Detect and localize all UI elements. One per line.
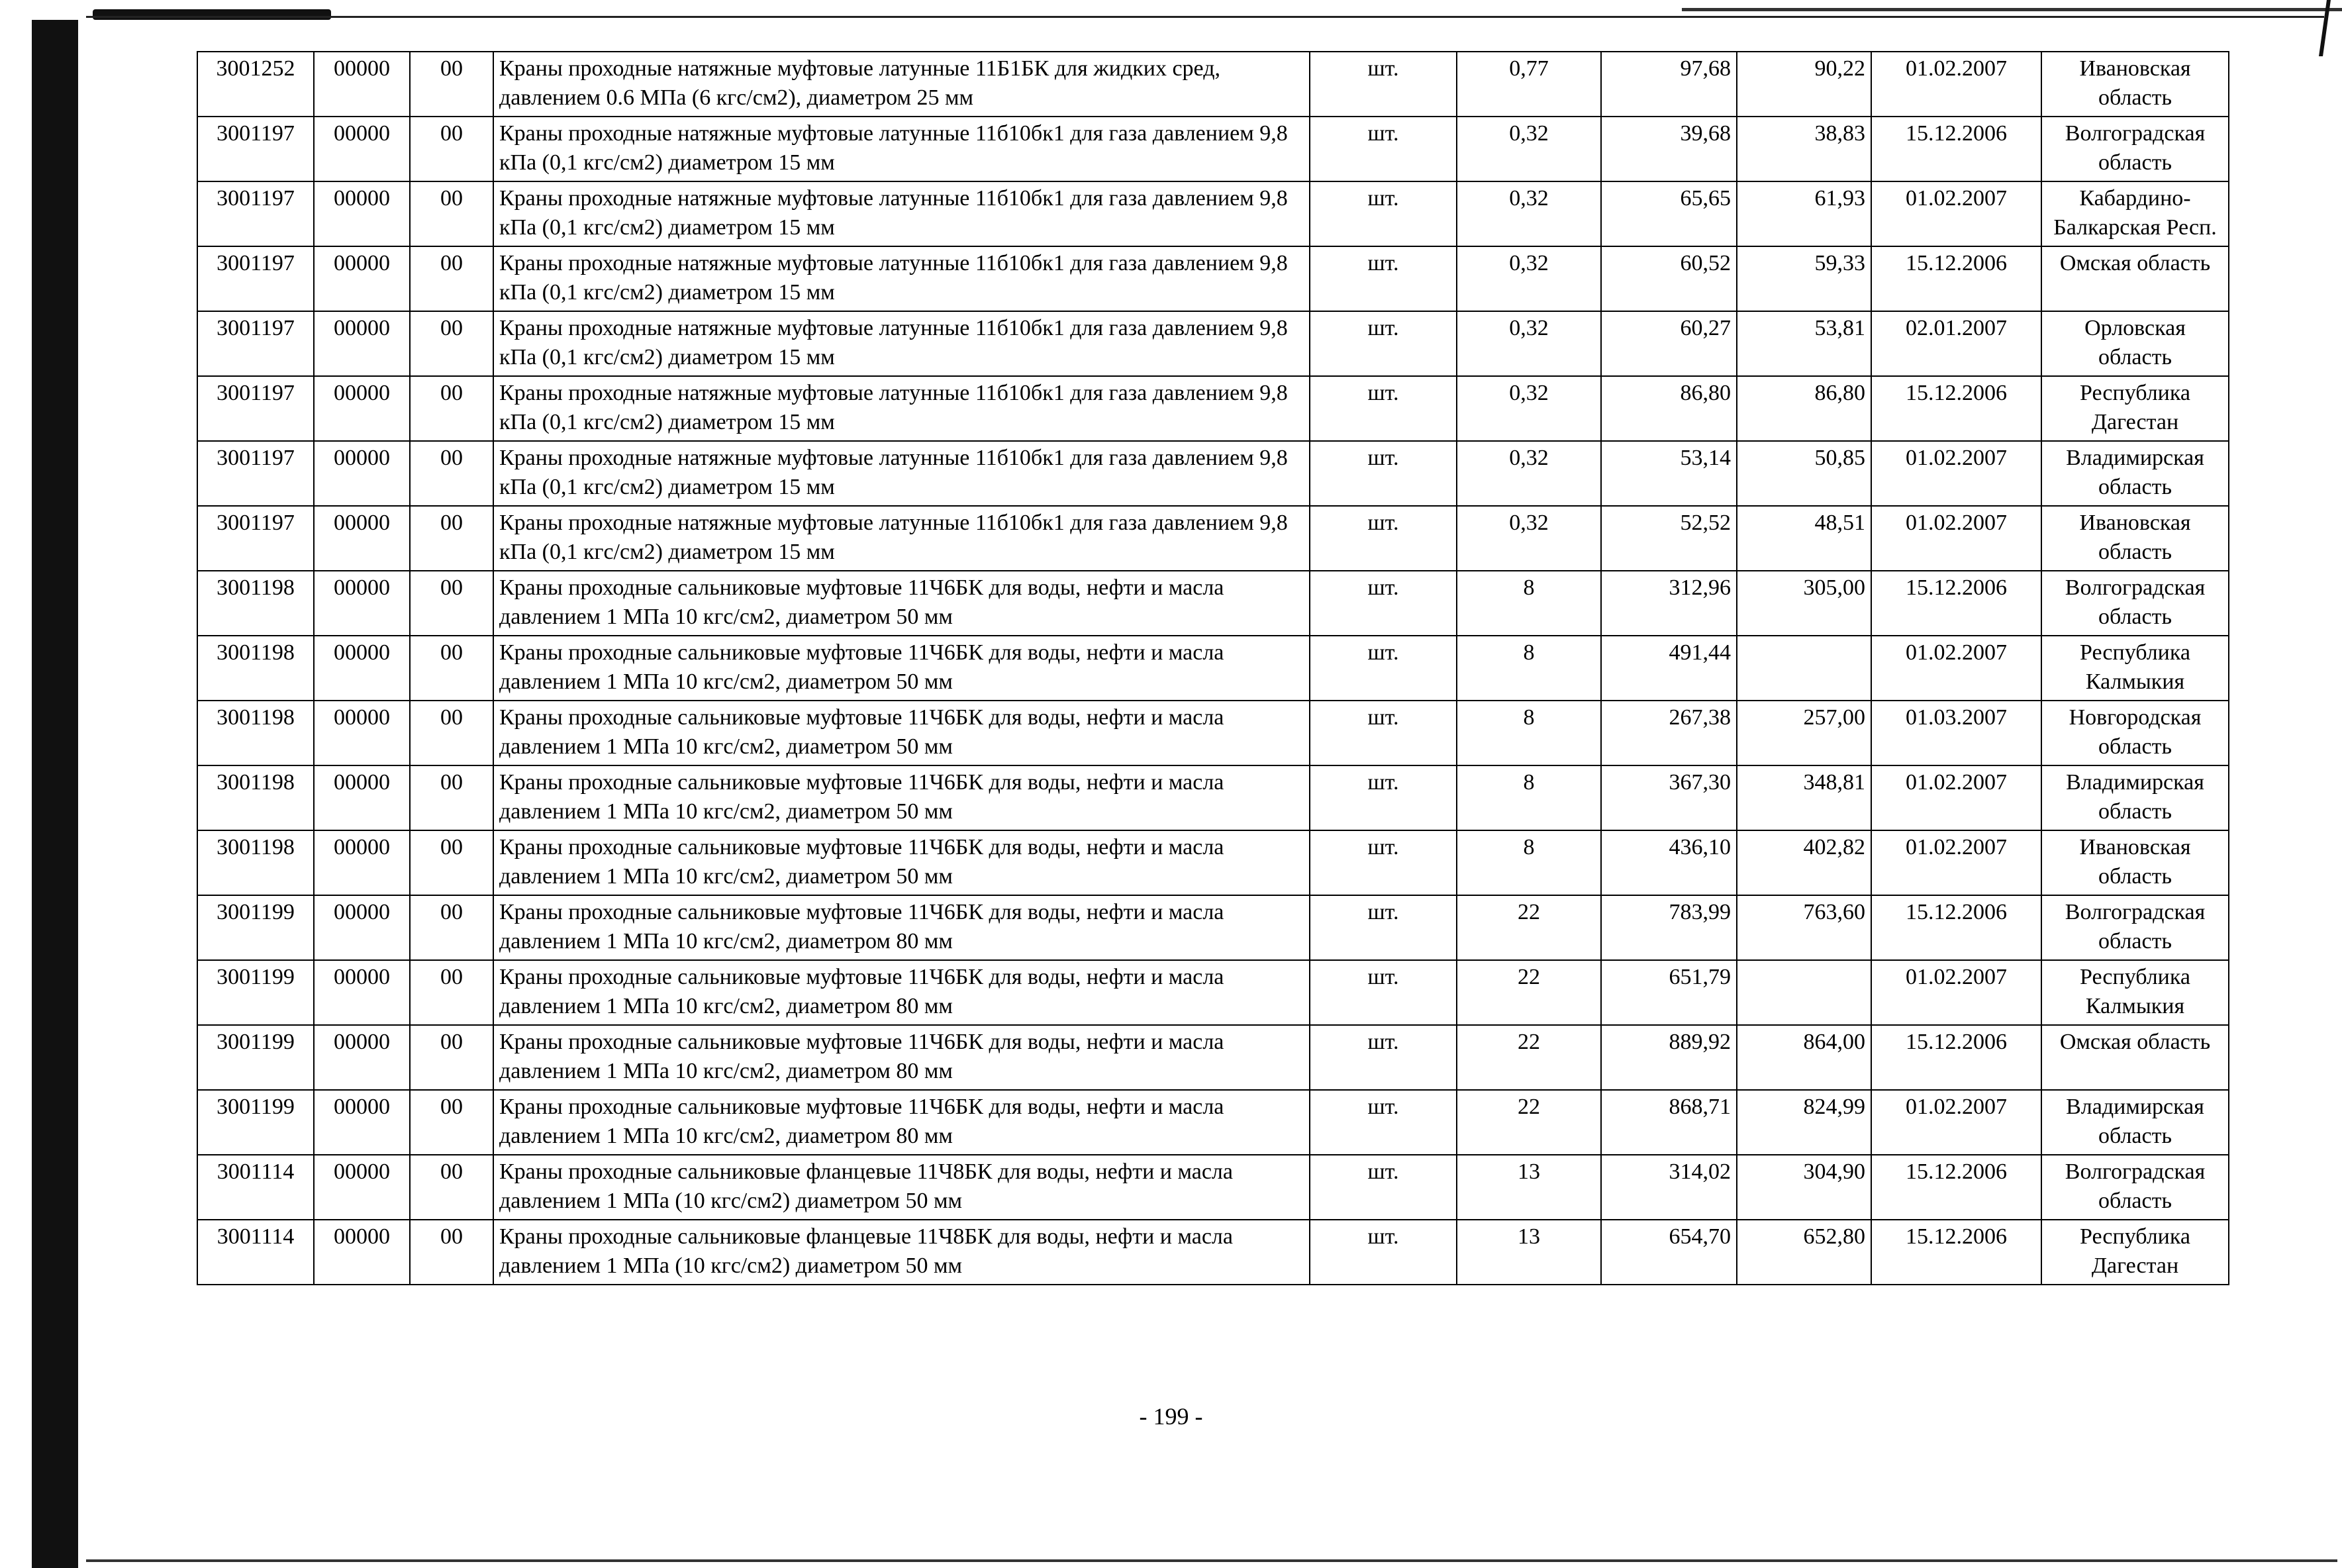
cell-sub1: 00000: [314, 52, 410, 117]
cell-region: Кабардино-Балкарская Респ.: [2041, 181, 2229, 246]
cell-price-1: 436,10: [1601, 830, 1737, 895]
cell-unit: шт.: [1310, 571, 1457, 636]
cell-price-1: 60,27: [1601, 311, 1737, 376]
cell-price-2: 402,82: [1737, 830, 1871, 895]
cell-price-2: 48,51: [1737, 506, 1871, 571]
cell-description: Краны проходные натяжные муфтовые латунные 11б10бк1 для газа давлением 9,8 кПа (0,1 кгс/см2) диаметром 15 мм: [493, 181, 1310, 246]
cell-unit: шт.: [1310, 1220, 1457, 1285]
cell-description: Краны проходные сальниковые муфтовые 11Ч6БК для воды, нефти и масла давлением 1 МПа 10 кгс/см2, диаметром 80 мм: [493, 895, 1310, 960]
cell-sub2: 00: [410, 311, 493, 376]
cell-description: Краны проходные сальниковые муфтовые 11Ч6БК для воды, нефти и масла давлением 1 МПа 10 кгс/см2, диаметром 50 мм: [493, 701, 1310, 765]
cell-unit: шт.: [1310, 506, 1457, 571]
cell-sub1: 00000: [314, 376, 410, 441]
cell-unit: шт.: [1310, 636, 1457, 701]
table-row: [197, 571, 2229, 636]
cell-code: 3001114: [197, 1155, 314, 1220]
cell-sub1: 00000: [314, 181, 410, 246]
cell-sub1: 00000: [314, 117, 410, 181]
cell-code: 3001198: [197, 701, 314, 765]
cell-quantity: 8: [1457, 636, 1601, 701]
cell-quantity: 0,32: [1457, 376, 1601, 441]
cell-description: Краны проходные сальниковые муфтовые 11Ч6БК для воды, нефти и масла давлением 1 МПа 10 кгс/см2, диаметром 80 мм: [493, 1090, 1310, 1155]
cell-quantity: 8: [1457, 701, 1601, 765]
cell-sub1: 00000: [314, 1155, 410, 1220]
cell-sub2: 00: [410, 895, 493, 960]
cell-code: 3001197: [197, 181, 314, 246]
cell-code: 3001199: [197, 1090, 314, 1155]
cell-description: Краны проходные натяжные муфтовые латунные 11б10бк1 для газа давлением 9,8 кПа (0,1 кгс/см2) диаметром 15 мм: [493, 506, 1310, 571]
cell-date: 01.02.2007: [1871, 181, 2041, 246]
cell-quantity: 22: [1457, 1090, 1601, 1155]
cell-quantity: 22: [1457, 895, 1601, 960]
cell-description: Краны проходные сальниковые муфтовые 11Ч6БК для воды, нефти и масла давлением 1 МПа 10 кгс/см2, диаметром 50 мм: [493, 636, 1310, 701]
cell-region: Омская область: [2041, 246, 2229, 311]
cell-sub1: 00000: [314, 311, 410, 376]
cell-unit: шт.: [1310, 441, 1457, 506]
table-row: [197, 701, 2229, 765]
cell-price-2: 38,83: [1737, 117, 1871, 181]
cell-quantity: 13: [1457, 1220, 1601, 1285]
table-row: [197, 376, 2229, 441]
cell-price-2: 305,00: [1737, 571, 1871, 636]
cell-price-1: 39,68: [1601, 117, 1737, 181]
cell-unit: шт.: [1310, 1090, 1457, 1155]
cell-region: Волгоградская область: [2041, 571, 2229, 636]
cell-price-2: 86,80: [1737, 376, 1871, 441]
table-row: [197, 52, 2229, 117]
cell-price-1: 889,92: [1601, 1025, 1737, 1090]
cell-unit: шт.: [1310, 830, 1457, 895]
cell-date: 01.02.2007: [1871, 830, 2041, 895]
cell-date: 15.12.2006: [1871, 246, 2041, 311]
table-row: [197, 441, 2229, 506]
cell-code: 3001197: [197, 441, 314, 506]
cell-sub2: 00: [410, 506, 493, 571]
cell-sub2: 00: [410, 571, 493, 636]
cell-sub2: 00: [410, 636, 493, 701]
cell-price-2: 50,85: [1737, 441, 1871, 506]
table-row: [197, 636, 2229, 701]
cell-sub2: 00: [410, 376, 493, 441]
cell-quantity: 8: [1457, 765, 1601, 830]
scan-edge-left: [32, 20, 78, 1568]
cell-unit: шт.: [1310, 52, 1457, 117]
cell-date: 15.12.2006: [1871, 895, 2041, 960]
cell-region: Республика Калмыкия: [2041, 636, 2229, 701]
cell-price-1: 65,65: [1601, 181, 1737, 246]
cell-unit: шт.: [1310, 376, 1457, 441]
cell-unit: шт.: [1310, 895, 1457, 960]
cell-date: 15.12.2006: [1871, 117, 2041, 181]
cell-sub2: 00: [410, 181, 493, 246]
table-body: [197, 52, 2229, 1285]
table-row: [197, 830, 2229, 895]
cell-unit: шт.: [1310, 246, 1457, 311]
cell-date: 01.02.2007: [1871, 52, 2041, 117]
cell-sub2: 00: [410, 52, 493, 117]
cell-sub1: 00000: [314, 441, 410, 506]
cell-region: Ивановская область: [2041, 830, 2229, 895]
table-row: [197, 117, 2229, 181]
cell-sub2: 00: [410, 1220, 493, 1285]
cell-unit: шт.: [1310, 117, 1457, 181]
cell-description: Краны проходные сальниковые фланцевые 11Ч8БК для воды, нефти и масла давлением 1 МПа (10 кгс/см2) диаметром 50 мм: [493, 1220, 1310, 1285]
table-row: [197, 506, 2229, 571]
table-row: [197, 181, 2229, 246]
cell-sub1: 00000: [314, 1090, 410, 1155]
cell-region: Новгородская область: [2041, 701, 2229, 765]
cell-sub2: 00: [410, 1155, 493, 1220]
cell-region: Ивановская область: [2041, 52, 2229, 117]
cell-description: Краны проходные натяжные муфтовые латунные 11Б1БК для жидких сред, давлением 0.6 МПа (6 кгс/см2), диаметром 25 мм: [493, 52, 1310, 117]
cell-code: 3001198: [197, 571, 314, 636]
cell-price-1: 60,52: [1601, 246, 1737, 311]
cell-unit: шт.: [1310, 181, 1457, 246]
cell-date: 01.02.2007: [1871, 960, 2041, 1025]
cell-region: Республика Калмыкия: [2041, 960, 2229, 1025]
cell-sub1: 00000: [314, 701, 410, 765]
cell-price-2: 652,80: [1737, 1220, 1871, 1285]
cell-code: 3001199: [197, 960, 314, 1025]
cell-code: 3001114: [197, 1220, 314, 1285]
cell-code: 3001199: [197, 895, 314, 960]
cell-code: 3001199: [197, 1025, 314, 1090]
cell-quantity: 0,32: [1457, 311, 1601, 376]
cell-quantity: 0,77: [1457, 52, 1601, 117]
cell-price-2: 864,00: [1737, 1025, 1871, 1090]
cell-code: 3001197: [197, 376, 314, 441]
cell-code: 3001198: [197, 830, 314, 895]
page-number: - 199 -: [1139, 1403, 1203, 1430]
cell-price-2: 90,22: [1737, 52, 1871, 117]
cell-unit: шт.: [1310, 1025, 1457, 1090]
cell-date: 01.02.2007: [1871, 636, 2041, 701]
cell-date: 15.12.2006: [1871, 571, 2041, 636]
cell-price-2: 348,81: [1737, 765, 1871, 830]
price-table: [197, 51, 2229, 1285]
cell-sub2: 00: [410, 830, 493, 895]
cell-price-2: 304,90: [1737, 1155, 1871, 1220]
cell-date: 02.01.2007: [1871, 311, 2041, 376]
cell-sub1: 00000: [314, 1025, 410, 1090]
cell-description: Краны проходные натяжные муфтовые латунные 11б10бк1 для газа давлением 9,8 кПа (0,1 кгс/см2) диаметром 15 мм: [493, 376, 1310, 441]
cell-sub1: 00000: [314, 246, 410, 311]
cell-quantity: 0,32: [1457, 506, 1601, 571]
scan-mark-top: [93, 9, 331, 20]
table-row: [197, 765, 2229, 830]
cell-price-1: 53,14: [1601, 441, 1737, 506]
cell-date: 15.12.2006: [1871, 1025, 2041, 1090]
cell-description: Краны проходные сальниковые муфтовые 11Ч6БК для воды, нефти и масла давлением 1 МПа 10 кгс/см2, диаметром 50 мм: [493, 571, 1310, 636]
table-row: [197, 311, 2229, 376]
cell-price-2: 59,33: [1737, 246, 1871, 311]
cell-price-1: 367,30: [1601, 765, 1737, 830]
cell-description: Краны проходные натяжные муфтовые латунные 11б10бк1 для газа давлением 9,8 кПа (0,1 кгс/см2) диаметром 15 мм: [493, 311, 1310, 376]
cell-date: 15.12.2006: [1871, 1155, 2041, 1220]
cell-region: Владимирская область: [2041, 765, 2229, 830]
cell-region: Волгоградская область: [2041, 895, 2229, 960]
cell-sub1: 00000: [314, 895, 410, 960]
cell-code: 3001197: [197, 246, 314, 311]
cell-description: Краны проходные сальниковые муфтовые 11Ч6БК для воды, нефти и масла давлением 1 МПа 10 кгс/см2, диаметром 50 мм: [493, 765, 1310, 830]
cell-quantity: 0,32: [1457, 441, 1601, 506]
cell-quantity: 0,32: [1457, 246, 1601, 311]
cell-sub2: 00: [410, 117, 493, 181]
table-row: [197, 1090, 2229, 1155]
cell-description: Краны проходные натяжные муфтовые латунные 11б10бк1 для газа давлением 9,8 кПа (0,1 кгс/см2) диаметром 15 мм: [493, 117, 1310, 181]
cell-date: 01.02.2007: [1871, 441, 2041, 506]
cell-quantity: 0,32: [1457, 117, 1601, 181]
cell-quantity: 8: [1457, 830, 1601, 895]
cell-quantity: 22: [1457, 1025, 1601, 1090]
cell-price-1: 651,79: [1601, 960, 1737, 1025]
cell-quantity: 13: [1457, 1155, 1601, 1220]
cell-region: Волгоградская область: [2041, 1155, 2229, 1220]
table-row: [197, 246, 2229, 311]
cell-date: 01.02.2007: [1871, 506, 2041, 571]
cell-description: Краны проходные сальниковые муфтовые 11Ч6БК для воды, нефти и масла давлением 1 МПа 10 кгс/см2, диаметром 80 мм: [493, 960, 1310, 1025]
cell-region: Орловская область: [2041, 311, 2229, 376]
cell-sub1: 00000: [314, 960, 410, 1025]
cell-price-2: [1737, 960, 1871, 1025]
cell-region: Владимирская область: [2041, 441, 2229, 506]
cell-price-1: 491,44: [1601, 636, 1737, 701]
cell-description: Краны проходные сальниковые муфтовые 11Ч6БК для воды, нефти и масла давлением 1 МПа 10 кгс/см2, диаметром 80 мм: [493, 1025, 1310, 1090]
cell-price-1: 868,71: [1601, 1090, 1737, 1155]
cell-date: 01.03.2007: [1871, 701, 2041, 765]
table-row: [197, 1155, 2229, 1220]
cell-description: Краны проходные сальниковые муфтовые 11Ч6БК для воды, нефти и масла давлением 1 МПа 10 кгс/см2, диаметром 50 мм: [493, 830, 1310, 895]
cell-unit: шт.: [1310, 1155, 1457, 1220]
cell-quantity: 8: [1457, 571, 1601, 636]
cell-sub1: 00000: [314, 765, 410, 830]
cell-price-2: 824,99: [1737, 1090, 1871, 1155]
cell-sub2: 00: [410, 765, 493, 830]
scan-line-top-right: [1682, 8, 2342, 11]
cell-region: Республика Дагестан: [2041, 376, 2229, 441]
cell-price-2: 257,00: [1737, 701, 1871, 765]
table-row: [197, 1220, 2229, 1285]
cell-date: 15.12.2006: [1871, 1220, 2041, 1285]
cell-description: Краны проходные натяжные муфтовые латунные 11б10бк1 для газа давлением 9,8 кПа (0,1 кгс/см2) диаметром 15 мм: [493, 441, 1310, 506]
cell-price-2: 61,93: [1737, 181, 1871, 246]
cell-quantity: 22: [1457, 960, 1601, 1025]
cell-sub1: 00000: [314, 506, 410, 571]
scan-line-bottom: [86, 1559, 2337, 1562]
cell-sub2: 00: [410, 1090, 493, 1155]
cell-price-1: 783,99: [1601, 895, 1737, 960]
cell-price-2: 763,60: [1737, 895, 1871, 960]
table-row: [197, 960, 2229, 1025]
cell-description: Краны проходные натяжные муфтовые латунные 11б10бк1 для газа давлением 9,8 кПа (0,1 кгс/см2) диаметром 15 мм: [493, 246, 1310, 311]
cell-price-2: 53,81: [1737, 311, 1871, 376]
scan-line-top: [86, 16, 2324, 18]
cell-unit: шт.: [1310, 960, 1457, 1025]
cell-price-1: 312,96: [1601, 571, 1737, 636]
cell-sub1: 00000: [314, 636, 410, 701]
cell-price-1: 52,52: [1601, 506, 1737, 571]
cell-code: 3001252: [197, 52, 314, 117]
cell-sub2: 00: [410, 246, 493, 311]
cell-unit: шт.: [1310, 311, 1457, 376]
cell-region: Омская область: [2041, 1025, 2229, 1090]
cell-unit: шт.: [1310, 701, 1457, 765]
cell-code: 3001197: [197, 117, 314, 181]
cell-date: 15.12.2006: [1871, 376, 2041, 441]
cell-quantity: 0,32: [1457, 181, 1601, 246]
cell-sub2: 00: [410, 441, 493, 506]
cell-code: 3001197: [197, 311, 314, 376]
table-row: [197, 895, 2229, 960]
cell-code: 3001197: [197, 506, 314, 571]
cell-region: Ивановская область: [2041, 506, 2229, 571]
cell-code: 3001198: [197, 765, 314, 830]
cell-region: Республика Дагестан: [2041, 1220, 2229, 1285]
cell-price-1: 97,68: [1601, 52, 1737, 117]
cell-region: Владимирская область: [2041, 1090, 2229, 1155]
cell-price-1: 314,02: [1601, 1155, 1737, 1220]
cell-sub2: 00: [410, 1025, 493, 1090]
cell-sub1: 00000: [314, 1220, 410, 1285]
cell-price-1: 267,38: [1601, 701, 1737, 765]
cell-region: Волгоградская область: [2041, 117, 2229, 181]
cell-date: 01.02.2007: [1871, 765, 2041, 830]
cell-sub2: 00: [410, 701, 493, 765]
cell-unit: шт.: [1310, 765, 1457, 830]
cell-sub1: 00000: [314, 830, 410, 895]
table-row: [197, 1025, 2229, 1090]
cell-price-2: [1737, 636, 1871, 701]
cell-date: 01.02.2007: [1871, 1090, 2041, 1155]
cell-sub1: 00000: [314, 571, 410, 636]
cell-price-1: 654,70: [1601, 1220, 1737, 1285]
cell-sub2: 00: [410, 960, 493, 1025]
cell-price-1: 86,80: [1601, 376, 1737, 441]
cell-description: Краны проходные сальниковые фланцевые 11Ч8БК для воды, нефти и масла давлением 1 МПа (10 кгс/см2) диаметром 50 мм: [493, 1155, 1310, 1220]
cell-code: 3001198: [197, 636, 314, 701]
